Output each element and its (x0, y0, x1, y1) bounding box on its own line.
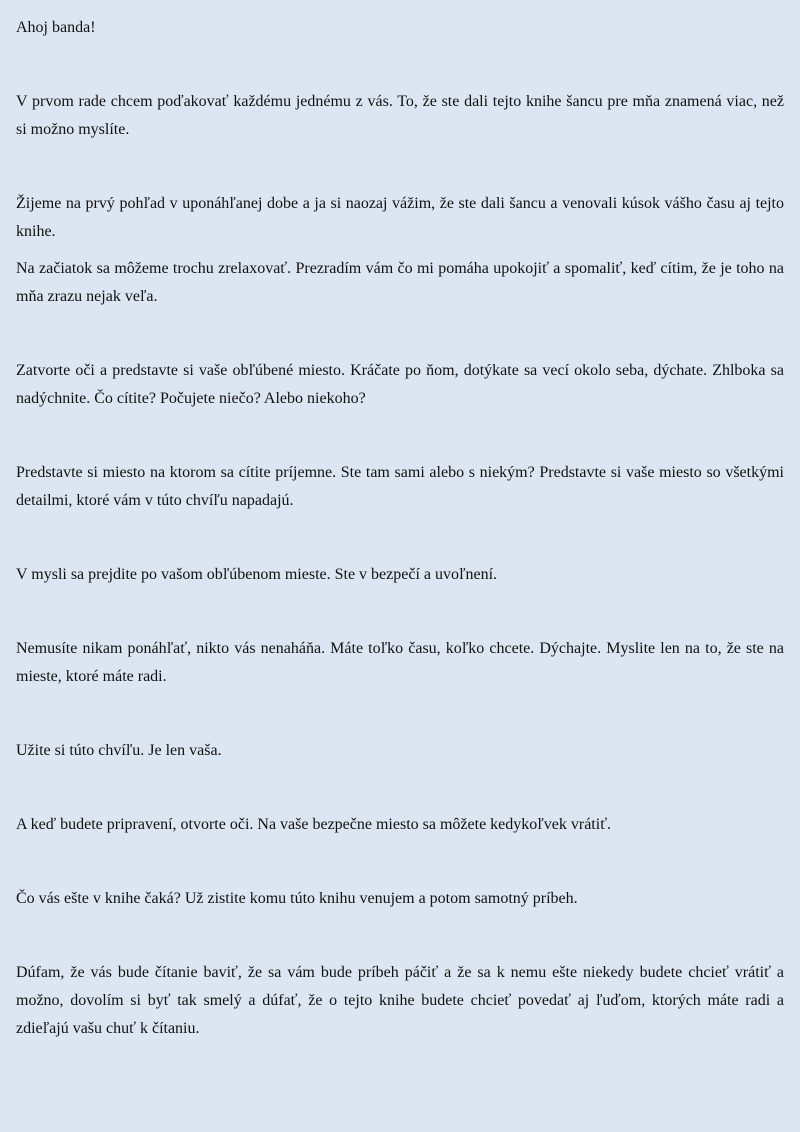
greeting-paragraph: Ahoj banda! (16, 19, 96, 36)
imagine-place-paragraph: Predstavte si miesto na ktorom sa cítite príjemne. Ste tam sami alebo s niekým? Predstavte si vaše miesto so všetkými detailmi, ktoré vám v túto chvíľu napadajú. (16, 464, 784, 509)
relax-intro-paragraph: Na začiatok sa môžeme trochu zrelaxovať. Prezradím vám čo mi pomáha upokojiť a spomaliť, keď cítim, že je toho na mňa zrazu nejak veľa. (16, 260, 784, 305)
walk-place-paragraph: V mysli sa prejdite po vašom obľúbenom mieste. Ste v bezpečí a uvoľnení. (16, 566, 498, 583)
closing-wish-paragraph: Dúfam, že vás bude čítanie baviť, že sa vám bude príbeh páčiť a že sa k nemu ešte niekedy budete chcieť vrátiť a možno, dovolím si byť tak smelý a dúfať, že o tejto knihe budete chcieť povedať aj ľuďom, ktorých máte radi a zdieľajú vašu chuť k čítaniu. (16, 964, 784, 1037)
enjoy-moment-paragraph: Užite si túto chvíľu. Je len vaša. (16, 742, 222, 759)
no-hurry-paragraph: Nemusíte nikam ponáhľať, nikto vás nenaháňa. Máte toľko času, koľko chcete. Dýchajte. Myslite len na to, že ste na mieste, ktoré máte radi. (16, 640, 784, 685)
thanks-paragraph: V prvom rade chcem poďakovať každému jednému z vás. To, že ste dali tejto knihe šancu pre mňa znamená viac, než si možno myslíte. (16, 93, 784, 138)
open-eyes-paragraph: A keď budete pripravení, otvorte oči. Na vaše bezpečne miesto sa môžete kedykoľvek vrátiť. (16, 816, 612, 833)
close-eyes-paragraph: Zatvorte oči a predstavte si vaše obľúbené miesto. Kráčate po ňom, dotýkate sa vecí okolo seba, dýchate. Zhlboka sa nadýchnite. Čo cítite? Počujete niečo? Alebo niekoho? (16, 362, 784, 407)
whats-next-paragraph: Čo vás ešte v knihe čaká? Už zistite komu túto knihu venujem a potom samotný príbeh. (16, 890, 578, 907)
busy-times-paragraph: Žijeme na prvý pohľad v uponáhľanej dobe a ja si naozaj vážim, že ste dali šancu a venovali kúsok vášho času aj tejto knihe. (16, 195, 784, 240)
